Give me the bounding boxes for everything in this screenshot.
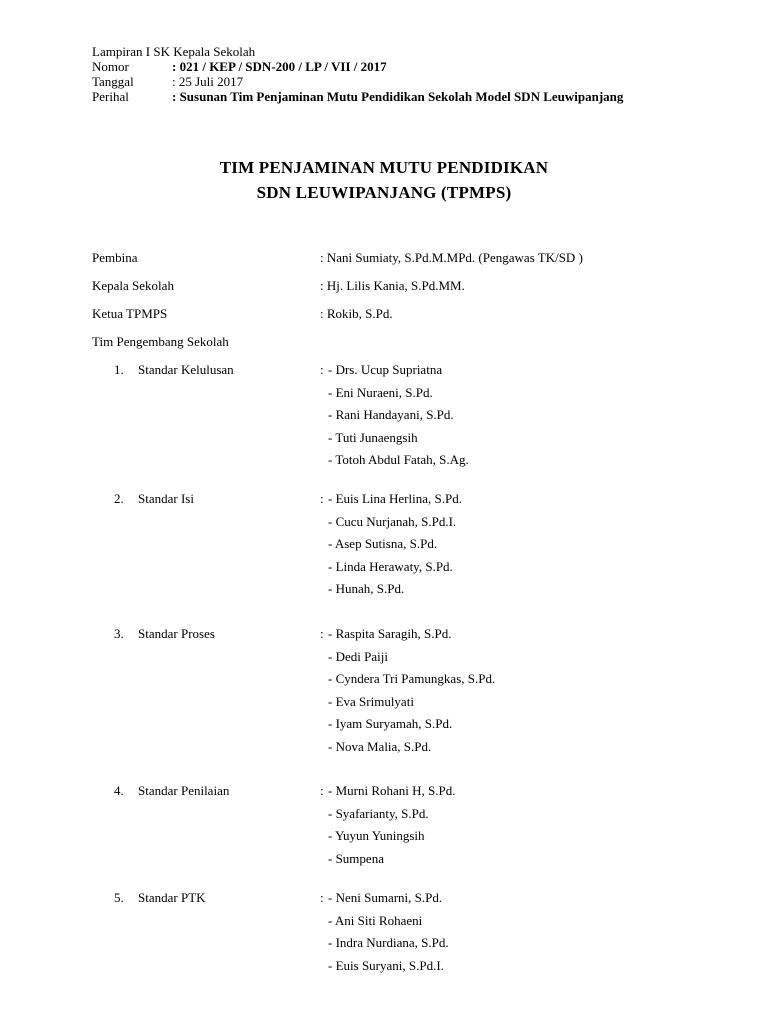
lampiran-line [92, 44, 623, 59]
member-name: - Iyam Suryamah, S.Pd. [328, 716, 453, 731]
member-name: - Rani Handayani, S.Pd. [328, 407, 454, 422]
member-name: - Syafarianty, S.Pd. [328, 806, 429, 821]
member-name: - Dedi Paiji [328, 649, 388, 664]
member-name: - Indra Nurdiana, S.Pd. [328, 935, 449, 950]
pembina-value: : Nani Sumiaty, S.Pd.M.MPd. (Pengawas TK/SD ) [320, 250, 583, 265]
standard-colon: : [320, 783, 324, 798]
standard-name: Standar Penilaian [138, 783, 230, 798]
kepala-sekolah-label: Kepala Sekolah [92, 278, 174, 293]
standard-colon: : [320, 890, 324, 905]
pembina-label: Pembina [92, 250, 138, 265]
member-name: - Linda Herawaty, S.Pd. [328, 559, 453, 574]
nomor-line [92, 59, 623, 74]
nomor-value: : 021 / KEP / SDN-200 / LP / VII / 2017 [172, 59, 387, 74]
member-name: - Drs. Ucup Supriatna [328, 362, 443, 377]
standard-colon: : [320, 491, 324, 506]
perihal-line [92, 89, 623, 104]
member-name: - Raspita Saragih, S.Pd. [328, 626, 452, 641]
perihal-value: : Susunan Tim Penjaminan Mutu Pendidikan Sekolah Model SDN Leuwipanjang [172, 89, 624, 104]
tanggal-label: Tanggal [92, 74, 134, 89]
lampiran-text: Lampiran I SK Kepala Sekolah [92, 44, 256, 59]
standard-name: Standar Kelulusan [138, 362, 234, 377]
member-name: - Eni Nuraeni, S.Pd. [328, 385, 433, 400]
standard-name: Standar Proses [138, 626, 215, 641]
ketua-value: : Rokib, S.Pd. [320, 306, 393, 321]
member-name: - Cucu Nurjanah, S.Pd.I. [328, 514, 457, 529]
standard-colon: : [320, 362, 324, 377]
tanggal-line [92, 74, 623, 89]
standard-colon: : [320, 626, 324, 641]
standard-number: 1. [114, 362, 124, 377]
standard-number: 5. [114, 890, 124, 905]
tanggal-value: : 25 Juli 2017 [172, 74, 244, 89]
member-name: - Asep Sutisna, S.Pd. [328, 536, 438, 551]
ketua-label: Ketua TPMPS [92, 306, 168, 321]
standard-name: Standar PTK [138, 890, 206, 905]
perihal-label: Perihal [92, 89, 129, 104]
standard-number: 4. [114, 783, 124, 798]
member-name: - Euis Suryani, S.Pd.I. [328, 958, 444, 973]
member-name: - Cyndera Tri Pamungkas, S.Pd. [328, 671, 496, 686]
member-name: - Eva Srimulyati [328, 694, 414, 709]
nomor-label: Nomor [92, 59, 129, 74]
title-line-2: SDN LEUWIPANJANG (TPMPS) [256, 183, 512, 202]
title-line-1: TIM PENJAMINAN MUTU PENDIDIKAN [219, 158, 549, 177]
member-name: - Totoh Abdul Fatah, S.Ag. [328, 452, 469, 467]
letter-header [92, 44, 623, 104]
member-name: - Euis Lina Herlina, S.Pd. [328, 491, 462, 506]
standard-number: 2. [114, 491, 124, 506]
standard-name: Standar Isi [138, 491, 194, 506]
standard-number: 3. [114, 626, 124, 641]
document-title [0, 155, 768, 205]
member-name: - Nova Malia, S.Pd. [328, 739, 432, 754]
member-name: - Sumpena [328, 851, 384, 866]
member-name: - Neni Sumarni, S.Pd. [328, 890, 443, 905]
member-name: - Murni Rohani H, S.Pd. [328, 783, 456, 798]
member-name: - Yuyun Yuningsih [328, 828, 425, 843]
kepala-sekolah-value: : Hj. Lilis Kania, S.Pd.MM. [320, 278, 465, 293]
member-name: - Ani Siti Rohaeni [328, 913, 423, 928]
member-name: - Hunah, S.Pd. [328, 581, 405, 596]
tim-pengembang-label: Tim Pengembang Sekolah [92, 334, 229, 349]
member-name: - Tuti Junaengsih [328, 430, 418, 445]
